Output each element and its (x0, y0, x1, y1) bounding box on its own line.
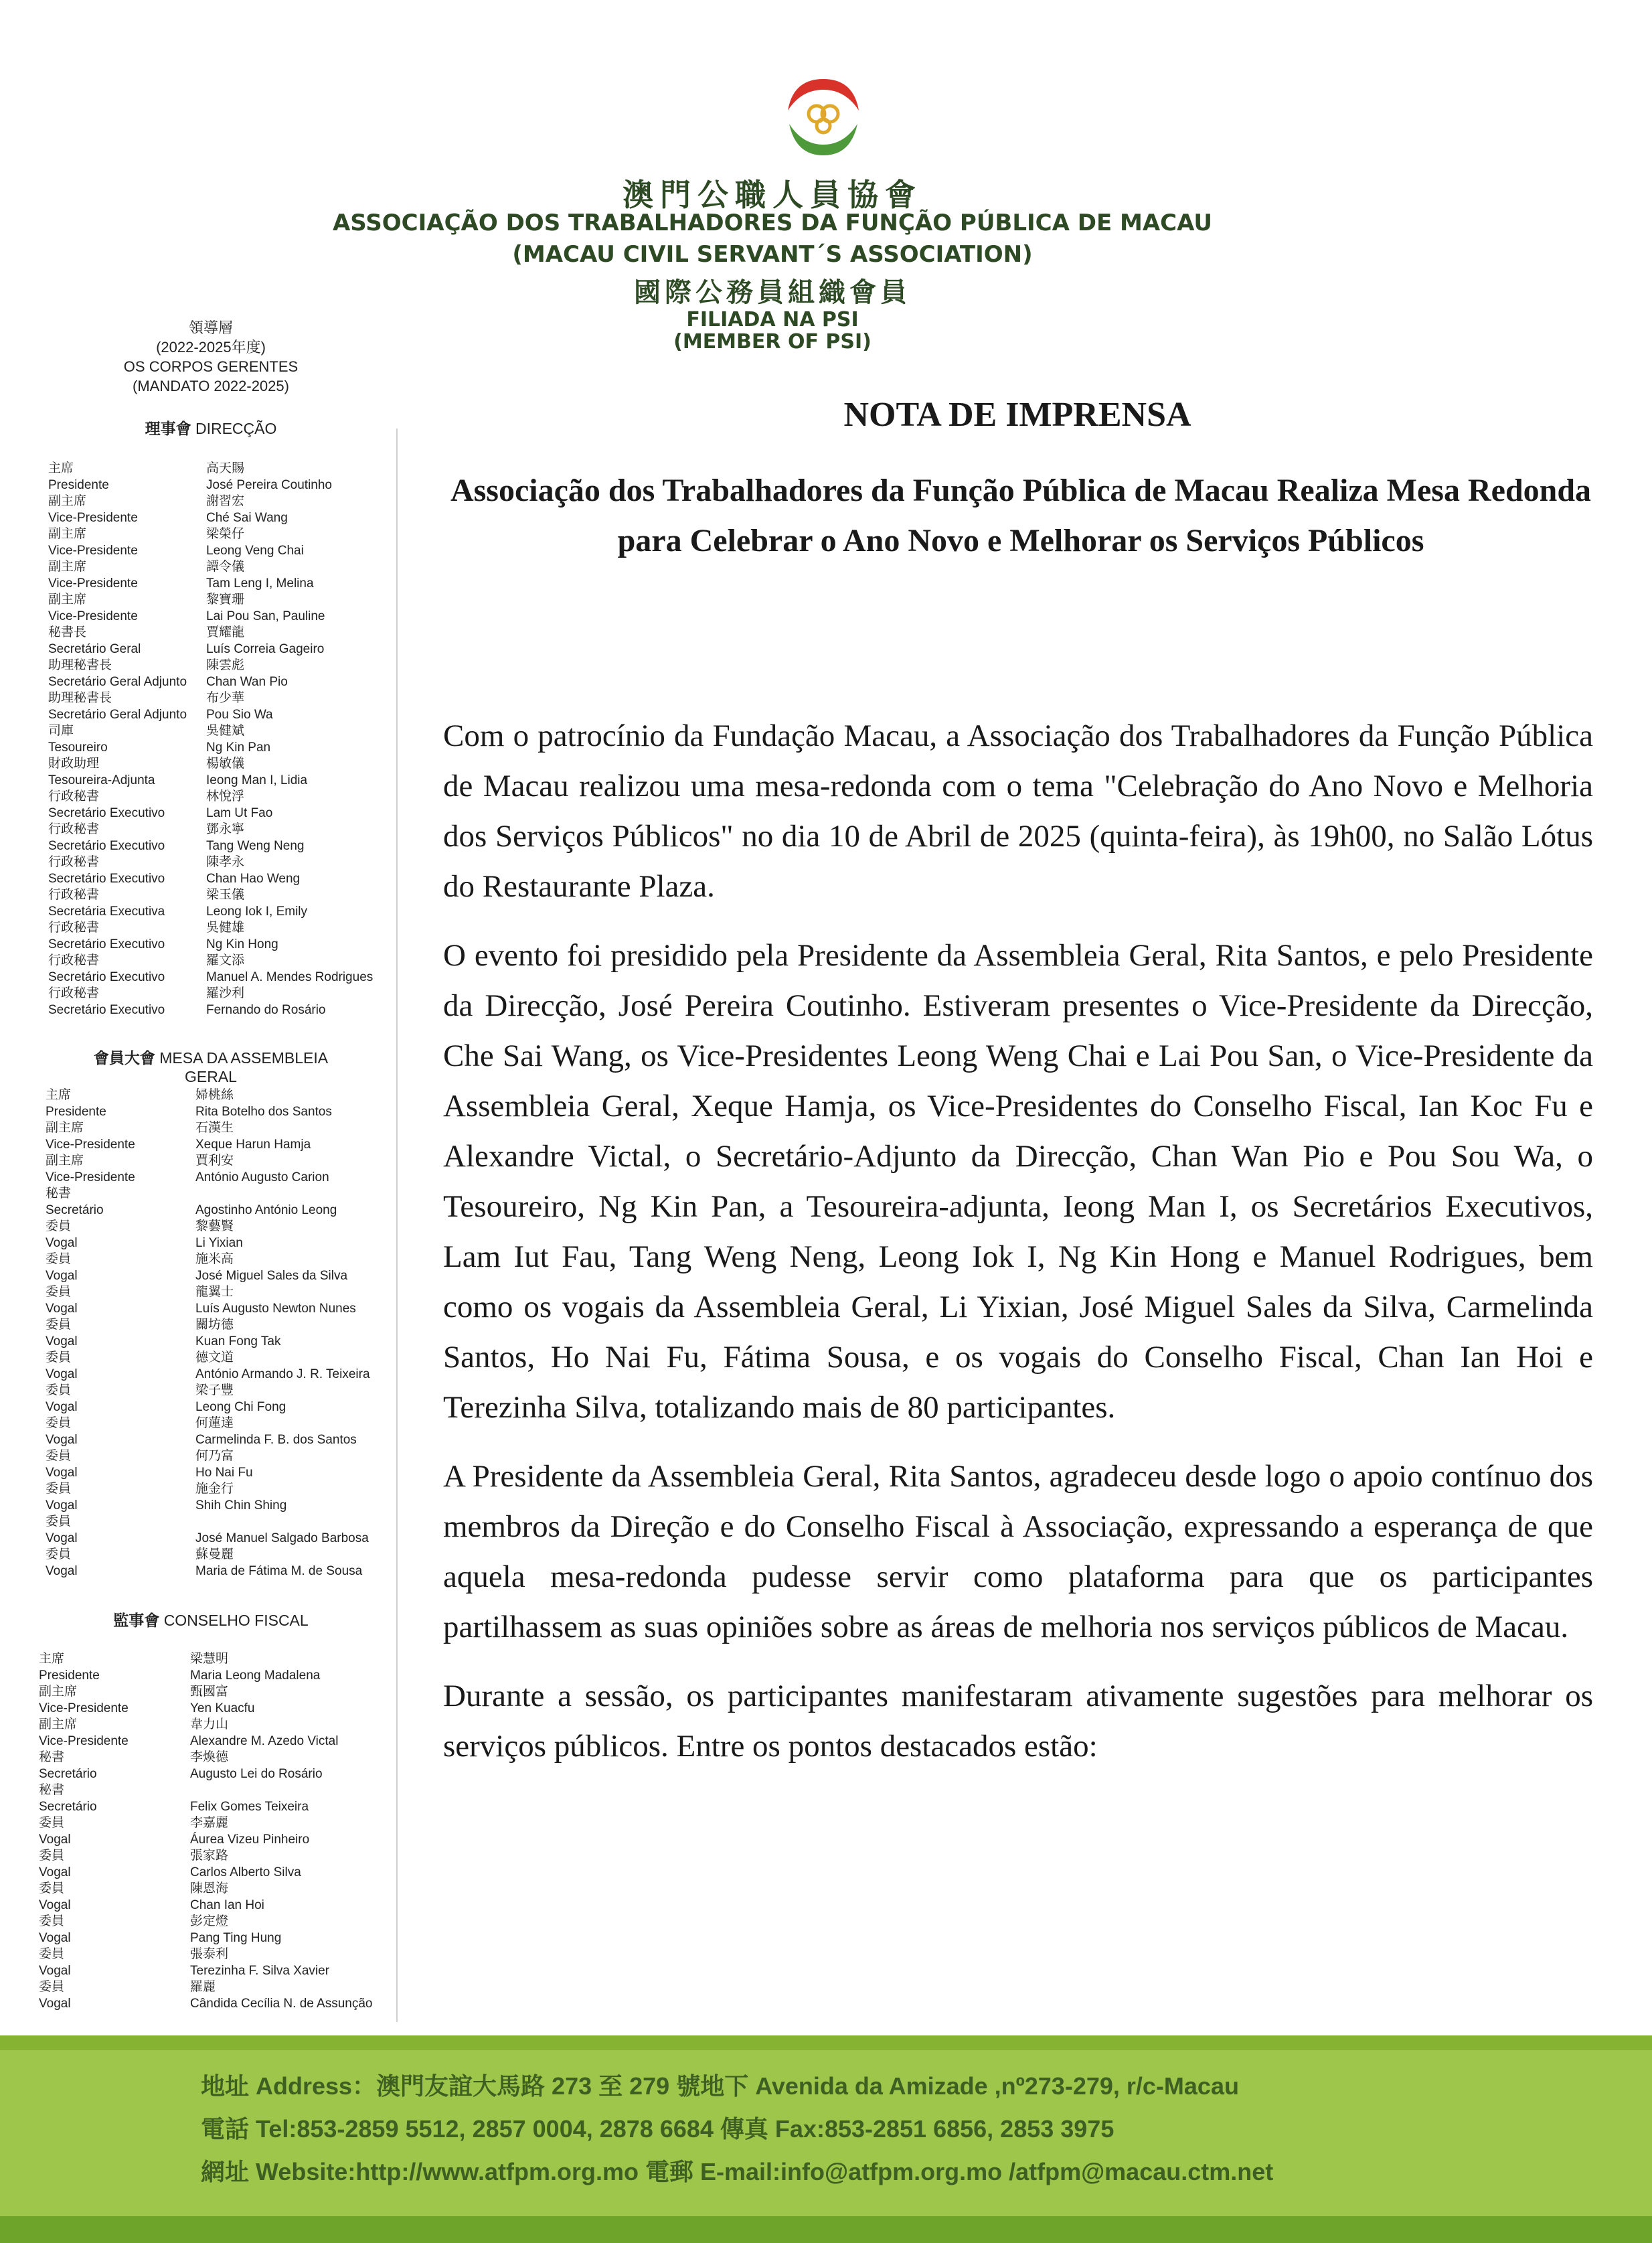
footer-top-band (0, 2035, 1652, 2050)
roster-name: 彭定燈 (190, 1914, 229, 1928)
roster-name: 楊敏儀 (206, 757, 245, 771)
roster-name: 鄧永寧 (206, 822, 245, 836)
roster-role: Vogal (46, 1268, 78, 1283)
leadership-term-cn: (2022-2025年度) (156, 339, 266, 356)
roster-name: 賈利安 (195, 1154, 234, 1168)
roster-name: Cândida Cecília N. de Assunção (190, 1996, 373, 2011)
roster-role: 委員 (46, 1515, 72, 1529)
roster-name: Leong Iok I, Emily (206, 904, 308, 919)
section-title-mesa (67, 1046, 355, 1086)
roster-name: 羅沙利 (206, 986, 245, 1000)
roster-role: 助理秘書長 (48, 658, 112, 672)
roster-name: 吳健斌 (206, 724, 245, 738)
leadership-title-pt: OS CORPOS GERENTES (123, 358, 299, 375)
roster-name: 甄國富 (190, 1685, 229, 1699)
roster-role: 財政助理 (48, 757, 100, 771)
roster-role: 司庫 (48, 724, 74, 738)
roster-name: Maria Leong Madalena (190, 1668, 321, 1683)
roster-name: 李煥德 (190, 1750, 229, 1764)
roster-name: Ng Kin Hong (206, 937, 278, 951)
roster-name: Augusto Lei do Rosário (190, 1766, 323, 1781)
roster-name: Kuan Fong Tak (195, 1334, 281, 1348)
roster-role: Vice-Presidente (46, 1170, 135, 1184)
section-title-direccao (67, 416, 355, 439)
psi-member-cn: 國際公務員組織會員 (634, 277, 911, 308)
section-title-cn: 會員大會 (93, 1049, 155, 1067)
roster-role: Vogal (39, 1832, 71, 1847)
roster-role: 委員 (46, 1383, 72, 1397)
roster-role: 秘書 (39, 1783, 65, 1797)
roster-name: Agostinho António Leong (195, 1203, 337, 1217)
roster-name: Pang Ting Hung (190, 1930, 282, 1945)
roster-role: 委員 (46, 1416, 72, 1430)
press-release-headline: Associação dos Trabalhadores da Função Pública de Macau Realiza Mesa Redonda para Celebrar o Ano Novo e Melhorar os Serviços Públicos (450, 473, 1592, 558)
body-paragraph: A Presidente da Assembleia Geral, Rita Santos, agradeceu desde logo o apoio contínuo dos membros da Direção e do Conselho Fiscal à Associação, expressando a esperança de que aquela mesa-redonda pudesse servir como plataforma para que os participantes partilhassem as suas opiniões sobre as áreas de melhoria nos serviços públicos de Macau. (443, 1459, 1593, 1644)
roster-name: Alexandre M. Azedo Victal (190, 1733, 339, 1748)
roster-role: 委員 (46, 1350, 72, 1365)
roster-role: Secretário Geral Adjunto (48, 707, 187, 722)
roster-role: Secretário (39, 1766, 97, 1781)
roster-name: Carlos Alberto Silva (190, 1865, 301, 1879)
roster-role: 委員 (46, 1285, 72, 1299)
roster-role: 副主席 (48, 560, 87, 574)
roster-name: José Miguel Sales da Silva (195, 1268, 348, 1283)
roster-role: Vogal (46, 1563, 78, 1578)
roster-role: 助理秘書長 (48, 691, 112, 705)
roster-name: 布少華 (206, 691, 245, 705)
roster-role: 副主席 (46, 1121, 84, 1135)
roster-role: Secretário Executivo (48, 1002, 165, 1017)
roster-name: 林悅浮 (206, 789, 245, 803)
section-title-pt: CONSELHO FISCAL (163, 1612, 309, 1629)
roster-name: 婦桃絲 (195, 1088, 234, 1102)
roster-role: Vice-Presidente (48, 609, 138, 623)
association-name-pt: ASSOCIAÇÃO DOS TRABALHADORES DA FUNÇÃO PÚBLICA DE MACAU (332, 210, 1213, 236)
roster-role: Secretário Executivo (48, 838, 165, 853)
roster-name: 李嘉麗 (190, 1816, 229, 1830)
leadership-term-pt: (MANDATO 2022-2025) (133, 378, 289, 394)
section-title-pt: DIRECÇÃO (195, 420, 277, 437)
roster-role: Secretário Geral Adjunto (48, 674, 187, 689)
roster-name: 吳健雄 (206, 921, 245, 935)
roster-name: 高天賜 (206, 461, 245, 475)
roster-name: 石漢生 (195, 1121, 234, 1135)
roster-role: Vogal (39, 1898, 71, 1912)
footer-bottom-band (0, 2216, 1652, 2243)
roster-role: 副主席 (48, 494, 87, 508)
roster-name: 賈耀龍 (206, 625, 245, 639)
roster-name: Maria de Fátima M. de Sousa (195, 1563, 363, 1578)
roster-name: Yen Kuacfu (190, 1701, 255, 1715)
roster-name: Ho Nai Fu (195, 1465, 253, 1480)
roster-role: 委員 (39, 1849, 65, 1863)
roster-role: Vogal (46, 1399, 78, 1414)
roster-role: 副主席 (39, 1685, 78, 1699)
roster-name: Rita Botelho dos Santos (195, 1104, 332, 1119)
roster-name: Fernando do Rosário (206, 1002, 326, 1017)
sidebar-header (100, 318, 321, 396)
roster-name: Tam Leng I, Melina (206, 576, 314, 591)
roster-name: 德文道 (195, 1350, 234, 1365)
roster-role: Secretário Executivo (48, 871, 165, 886)
roster-name: 梁玉儀 (206, 888, 245, 902)
roster-role: Vice-Presidente (39, 1733, 129, 1748)
roster-role: 主席 (39, 1652, 65, 1666)
roster-role: Vice-Presidente (48, 510, 138, 525)
roster-name: Áurea Vizeu Pinheiro (190, 1832, 310, 1847)
roster-role: Vogal (46, 1432, 78, 1447)
psi-affiliation-en: (MEMBER OF PSI) (673, 330, 872, 354)
roster-role: Vogal (46, 1301, 78, 1316)
roster-role: Vogal (46, 1334, 78, 1348)
roster-role: 委員 (46, 1482, 72, 1496)
roster-role: 秘書 (39, 1750, 65, 1764)
roster-role: 行政秘書 (48, 789, 100, 803)
roster-role: Secretário Geral (48, 641, 141, 656)
roster-name: António Armando J. R. Teixeira (195, 1367, 370, 1381)
roster-role: Vogal (46, 1235, 78, 1250)
press-release-body (443, 711, 1593, 1790)
roster-name: Terezinha F. Silva Xavier (190, 1963, 330, 1978)
roster-role: 委員 (46, 1252, 72, 1266)
roster-role: Vogal (46, 1465, 78, 1480)
roster-role: Secretária Executiva (48, 904, 165, 919)
roster-role: 委員 (46, 1547, 72, 1561)
roster-role: 委員 (39, 1881, 65, 1896)
roster-name: José Manuel Salgado Barbosa (195, 1531, 369, 1545)
roster-name: 蘇曼麗 (195, 1547, 234, 1561)
roster-role: Vogal (39, 1865, 71, 1879)
roster-name: 陳孝永 (206, 855, 245, 869)
roster-name: Lam Ut Fao (206, 805, 273, 820)
roster-name: 梁子豐 (195, 1383, 234, 1397)
roster-role: 行政秘書 (48, 986, 100, 1000)
roster-name: 何蓮達 (195, 1416, 234, 1430)
association-name-cn: 澳門公職人員協會 (623, 177, 922, 213)
roster-role: 副主席 (48, 593, 87, 607)
roster-name: Luís Augusto Newton Nunes (195, 1301, 356, 1316)
roster-name: Chan Wan Pio (206, 674, 288, 689)
roster-role: 委員 (39, 1947, 65, 1961)
roster-name: 何乃富 (195, 1449, 234, 1463)
footer-address: 地址 Address：澳門友誼大馬路 273 至 279 號地下 Avenida da Amizade ,nº273-279, r/c-Macau (201, 2072, 1239, 2100)
roster-name: Ché Sai Wang (206, 510, 288, 525)
roster-role: 委員 (46, 1219, 72, 1233)
contact-footer (0, 2035, 1652, 2243)
roster-role: Vogal (39, 1996, 71, 2011)
roster-name: Ng Kin Pan (206, 740, 271, 755)
roster-role: Presidente (39, 1668, 100, 1683)
roster-role: 行政秘書 (48, 855, 100, 869)
section-title-cn: 理事會 (145, 420, 191, 437)
roster-name: Leong Veng Chai (206, 543, 304, 558)
body-paragraph: Com o patrocínio da Fundação Macau, a Associação dos Trabalhadores da Função Pública de Macau realizou uma mesa-redonda com o tema "Celebração do Ano Novo e Melhoria dos Serviços Públicos" no dia 10 de Abril de 2025 (quinta-feira), às 19h00, no Salão Lótus do Restaurante Plaza. (443, 718, 1593, 904)
leadership-title-cn: 領導層 (188, 319, 233, 336)
roster-role: Secretário Executivo (48, 937, 165, 951)
roster-role: 委員 (46, 1449, 72, 1463)
roster-role: Vice-Presidente (39, 1701, 129, 1715)
roster-role: Secretário Executivo (48, 970, 165, 984)
roster-role: 行政秘書 (48, 921, 100, 935)
roster-name: Ieong Man I, Lidia (206, 773, 308, 787)
roster-role: 委員 (39, 1914, 65, 1928)
section-title-pt: MESA DA ASSEMBLEIA GERAL (159, 1049, 329, 1085)
roster-role: 委員 (39, 1980, 65, 1994)
roster-role: Vogal (46, 1498, 78, 1513)
roster-name: Leong Chi Fong (195, 1399, 286, 1414)
roster-name: 施米高 (195, 1252, 234, 1266)
body-paragraph: Durante a sessão, os participantes manifestaram ativamente sugestões para melhorar os serviços públicos. Entre os pontos destacados estão: (443, 1679, 1593, 1764)
roster-name: Carmelinda F. B. dos Santos (195, 1432, 357, 1447)
roster-role: Tesoureira-Adjunta (48, 773, 155, 787)
roster-name: 陳恩海 (190, 1881, 229, 1896)
roster-name: Chan Ian Hoi (190, 1898, 264, 1912)
roster-role: Secretário (46, 1203, 104, 1217)
roster-name: 梁慧明 (190, 1652, 229, 1666)
roster-name: Chan Hao Weng (206, 871, 301, 886)
roster-name: 羅文添 (206, 953, 245, 968)
roster-name: 黎藝賢 (195, 1219, 234, 1233)
roster-role: 副主席 (39, 1717, 78, 1731)
roster-role: 副主席 (46, 1154, 84, 1168)
roster-role: Vogal (39, 1930, 71, 1945)
roster-name: 關坊德 (195, 1318, 234, 1332)
roster-name: António Augusto Carion (195, 1170, 329, 1184)
roster-role: Tesoureiro (48, 740, 108, 755)
footer-phone-fax: 電話 Tel:853-2859 5512, 2857 0004, 2878 6684 傳真 Fax:853-2851 6856, 2853 3975 (201, 2115, 1114, 2143)
roster-role: Secretário (39, 1799, 97, 1814)
roster-name: 施金行 (195, 1482, 234, 1496)
roster-name: 黎寶珊 (206, 593, 245, 607)
roster-name: Felix Gomes Teixeira (190, 1799, 309, 1814)
roster-role: Vice-Presidente (46, 1137, 135, 1152)
roster-name: 譚令儀 (206, 560, 245, 574)
roster-role: Presidente (46, 1104, 106, 1119)
roster-role: Vogal (46, 1531, 78, 1545)
sidebar-divider (396, 429, 398, 2022)
roster-role: Presidente (48, 477, 109, 492)
roster-name: José Pereira Coutinho (206, 477, 332, 492)
roster-name: Manuel A. Mendes Rodrigues (206, 970, 374, 984)
body-paragraph: O evento foi presidido pela Presidente da Assembleia Geral, Rita Santos, e pelo Presidente da Direcção, José Pereira Coutinho. Estiveram presentes o Vice-Presidente da Direcção, Che Sai Wang, os Vice-Presidentes Leong Weng Chai e Lai Pou San, o Vice-Presidente da Assembleia Geral, Xeque Hamja, os Vice-Presidentes do Conselho Fiscal, Ian Koc Fu e Alexandre Victal, o Secretário-Adjunto da Direcção, Chan Wan Pio e Pou Sou Wa, o Tesoureiro, Ng Kin Pan, a Tesoureira-adjunta, Ieong Man I, os Secretários Executivos, Lam Iut Fau, Tang Weng Neng, Leong Iok I, Ng Kin Hong e Manuel Rodrigues, bem como os vogais da Assembleia Geral, Li Yixian, José Miguel Sales da Silva, Carmelinda Santos, Ho Nai Fu, Fátima Sousa, e os vogais do Conselho Fiscal, Chan Ian Hoi e Terezinha Silva, totalizando mais de 80 participantes. (443, 938, 1593, 1425)
roster-role: 行政秘書 (48, 888, 100, 902)
roster-role: 主席 (46, 1088, 72, 1102)
press-release-title: NOTA DE IMPRENSA (843, 396, 1191, 434)
roster-role: 秘書長 (48, 625, 87, 639)
roster-name: 張家路 (190, 1849, 229, 1863)
roster-name: Lai Pou San, Pauline (206, 609, 325, 623)
roster-name: Xeque Harun Hamja (195, 1137, 311, 1152)
section-title-cn: 監事會 (113, 1612, 160, 1629)
roster-role: Vice-Presidente (48, 576, 138, 591)
psi-affiliation-pt: FILIADA NA PSI (686, 308, 859, 331)
roster-role: 主席 (48, 461, 74, 475)
roster-name: 韋力山 (190, 1717, 229, 1731)
section-title-fiscal (67, 1608, 355, 1630)
roster-name: 龍翼士 (195, 1285, 234, 1299)
roster-name: Pou Sio Wa (206, 707, 273, 722)
roster-name: Luís Correia Gageiro (206, 641, 325, 656)
roster-name: 張泰利 (190, 1947, 229, 1961)
roster-role: 委員 (46, 1318, 72, 1332)
roster-role: 委員 (39, 1816, 65, 1830)
roster-role: 行政秘書 (48, 822, 100, 836)
footer-website-email: 網址 Website:http://www.atfpm.org.mo 電郵 E-mail:info@atfpm.org.mo /atfpm@macau.ctm.net (201, 2158, 1274, 2185)
roster-role: Vogal (39, 1963, 71, 1978)
roster-role: Vogal (46, 1367, 78, 1381)
roster-role: 副主席 (48, 527, 87, 541)
roster-role: 行政秘書 (48, 953, 100, 968)
roster-name: Li Yixian (195, 1235, 243, 1250)
roster-role: 秘書 (46, 1186, 72, 1201)
roster-name: 羅麗 (190, 1980, 216, 1994)
roster-name: Shih Chin Shing (195, 1498, 287, 1513)
association-logo-icon (780, 74, 867, 161)
roster-name: 陳雲彪 (206, 658, 245, 672)
roster-role: Vice-Presidente (48, 543, 138, 558)
roster-name: Tang Weng Neng (206, 838, 305, 853)
roster-role: Secretário Executivo (48, 805, 165, 820)
roster-name: 謝習宏 (206, 494, 245, 508)
roster-name: 梁榮仔 (206, 527, 245, 541)
association-name-en: (MACAU CIVIL SERVANT´S ASSOCIATION) (512, 241, 1033, 268)
